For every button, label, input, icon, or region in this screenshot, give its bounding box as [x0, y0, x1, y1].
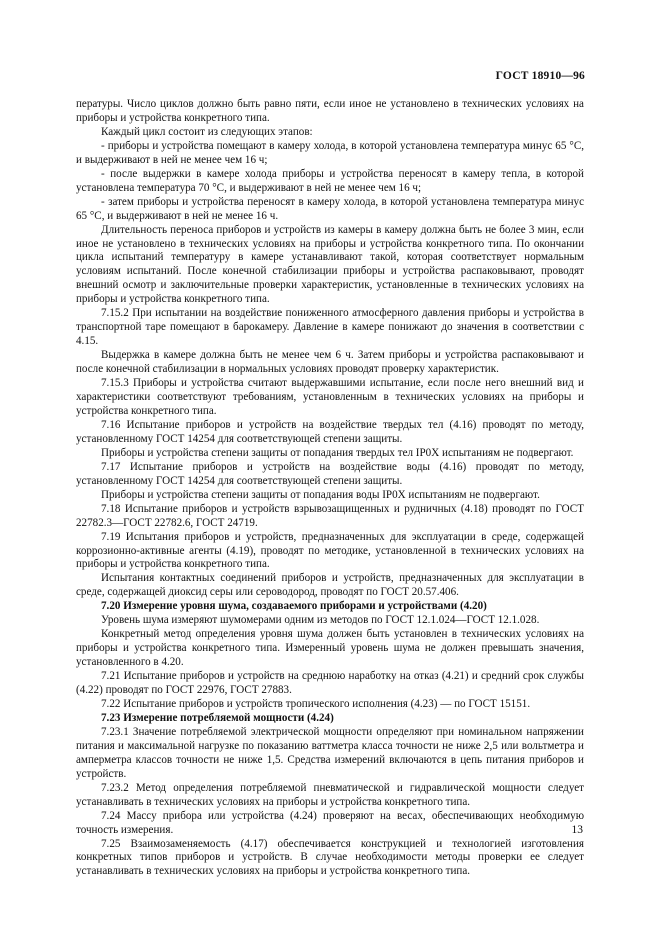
- paragraph: Приборы и устройства степени защиты от попадания воды IP0X испытаниям не подвергают.: [101, 488, 540, 501]
- paragraph: Конкретный метод определения уровня шума должен быть установлен в технических условиях на приборы и устройства конкретного типа. Измеренный уровень шума не должен превышать значения, установленного в 4.20.: [76, 628, 584, 669]
- paragraph: Испытания контактных соединений приборов и устройств, предназначенных для эксплуатации в среде, содержащей диоксид серы или сероводород, проводят по ГОСТ 20.57.406.: [76, 572, 584, 599]
- document-header: ГОСТ 18910—96: [495, 70, 585, 82]
- paragraph: - затем приборы и устройства переносят в камеру холода, в которой установлена температура минус 65 °С, и выдерживают в ней не менее 16 ч.: [76, 195, 584, 222]
- paragraph: 7.15.2 При испытании на воздействие пониженного атмосферного давления приборы и устройства в транспортной таре помещают в барокамеру. Давление в камере понижают до значения в соответствии с 4.15.: [76, 307, 584, 348]
- paragraph: - после выдержки в камере холода приборы и устройства переносят в камеру тепла, в которой установлена температура 70 °С, и выдерживают в ней не менее чем 16 ч;: [76, 167, 584, 194]
- page-number: 13: [571, 824, 583, 836]
- paragraph: 7.17 Испытание приборов и устройств на воздействие воды (4.16) проводят по методу, установленному ГОСТ 14254 для соответствующей степени защиты.: [76, 460, 584, 487]
- paragraph: 7.22 Испытание приборов и устройств тропического исполнения (4.23) — по ГОСТ 15151.: [101, 697, 531, 710]
- paragraph: Выдержка в камере должна быть не менее чем 6 ч. Затем приборы и устройства распаковывают и после конечной стабилизации в нормальных условиях проводят проверку характеристик.: [76, 349, 584, 376]
- document-body: [76, 98, 584, 879]
- paragraph: 7.15.3 Приборы и устройства считают выдержавшими испытание, если после него внешний вид и характеристики соответствуют требованиям, установленным в технических условиях на приборы и устройства конкретного типа.: [76, 377, 584, 417]
- paragraph: 7.21 Испытание приборов и устройств на среднюю наработку на отказ (4.21) и средний срок службы (4.22) проводят по ГОСТ 22976, ГОСТ 27883.: [76, 670, 584, 697]
- paragraph: Уровень шума измеряют шумомерами одним из методов по ГОСТ 12.1.024—ГОСТ 12.1.028.: [101, 614, 540, 627]
- paragraph: 7.23.1 Значение потребляемой электрической мощности определяют при номинальном напряжении питания и максимальной нагрузке по показанию ваттметра класса точности не ниже 2,5 или вольтметра и амперметра классов точности не ниже 1,5. Средства измерений включаются в цепь питания приборов и устройств.: [76, 725, 584, 780]
- paragraph: 7.16 Испытание приборов и устройств на воздействие твердых тел (4.16) проводят по методу, установленному ГОСТ 14254 для соответствующей степени защиты.: [76, 418, 584, 445]
- paragraph: Длительность переноса приборов и устройств из камеры в камеру должна быть не более 3 мин, если иное не установлено в технических условиях на приборы и устройства конкретного типа. По окончании цикла испытаний температуру в камере устанавливают такой, которая соответствует нормальным условиям испытаний. После конечной стабилизации приборы и устройства распаковывают, проводят внешний осмотр и заключительные проверки характеристик, установленные в технических условиях на приборы и устройства конкретного типа.: [76, 223, 584, 306]
- paragraph: пературы. Число циклов должно быть равно пяти, если иное не установлено в технических условиях на приборы и устройства конкретного типа.: [76, 98, 584, 124]
- paragraph: 7.19 Испытания приборов и устройств, предназначенных для эксплуатации в среде, содержащей коррозионно-активные агенты (4.19), проводят по методике, установленной в технических условиях на приборы и устройства конкретного типа.: [76, 530, 584, 571]
- section-heading: 7.20 Измерение уровня шума, создаваемого приборами и устройствами (4.20): [101, 600, 487, 613]
- paragraph: - приборы и устройства помещают в камеру холода, в которой установлена температура минус 65 °С, и выдерживают в ней не менее чем 16 ч;: [76, 139, 584, 166]
- paragraph: 7.18 Испытание приборов и устройств взрывозащищенных и рудничных (4.18) проводят по ГОСТ 22782.3—ГОСТ 22782.6, ГОСТ 24719.: [76, 502, 584, 529]
- paragraph: 7.24 Массу прибора или устройства (4.24) проверяют на весах, обеспечивающих необходимую точность измерения.: [76, 809, 584, 836]
- paragraph: Каждый цикл состоит из следующих этапов:: [101, 125, 313, 138]
- section-heading: 7.23 Измерение потребляемой мощности (4.24): [101, 711, 334, 724]
- paragraph: 7.23.2 Метод определения потребляемой пневматической и гидравлической мощности следует устанавливать в технических условиях на приборы и устройства конкретного типа.: [76, 781, 584, 808]
- paragraph: 7.25 Взаимозаменяемость (4.17) обеспечивается конструкцией и технологией изготовления конкретных типов приборов и устройств. В случае необходимости методы проверки ее следует устанавливать в технических условиях на приборы и устройства конкретного типа.: [76, 837, 584, 878]
- paragraph: Приборы и устройства степени защиты от попадания твердых тел IP0X испытаниям не подвергают.: [101, 446, 574, 459]
